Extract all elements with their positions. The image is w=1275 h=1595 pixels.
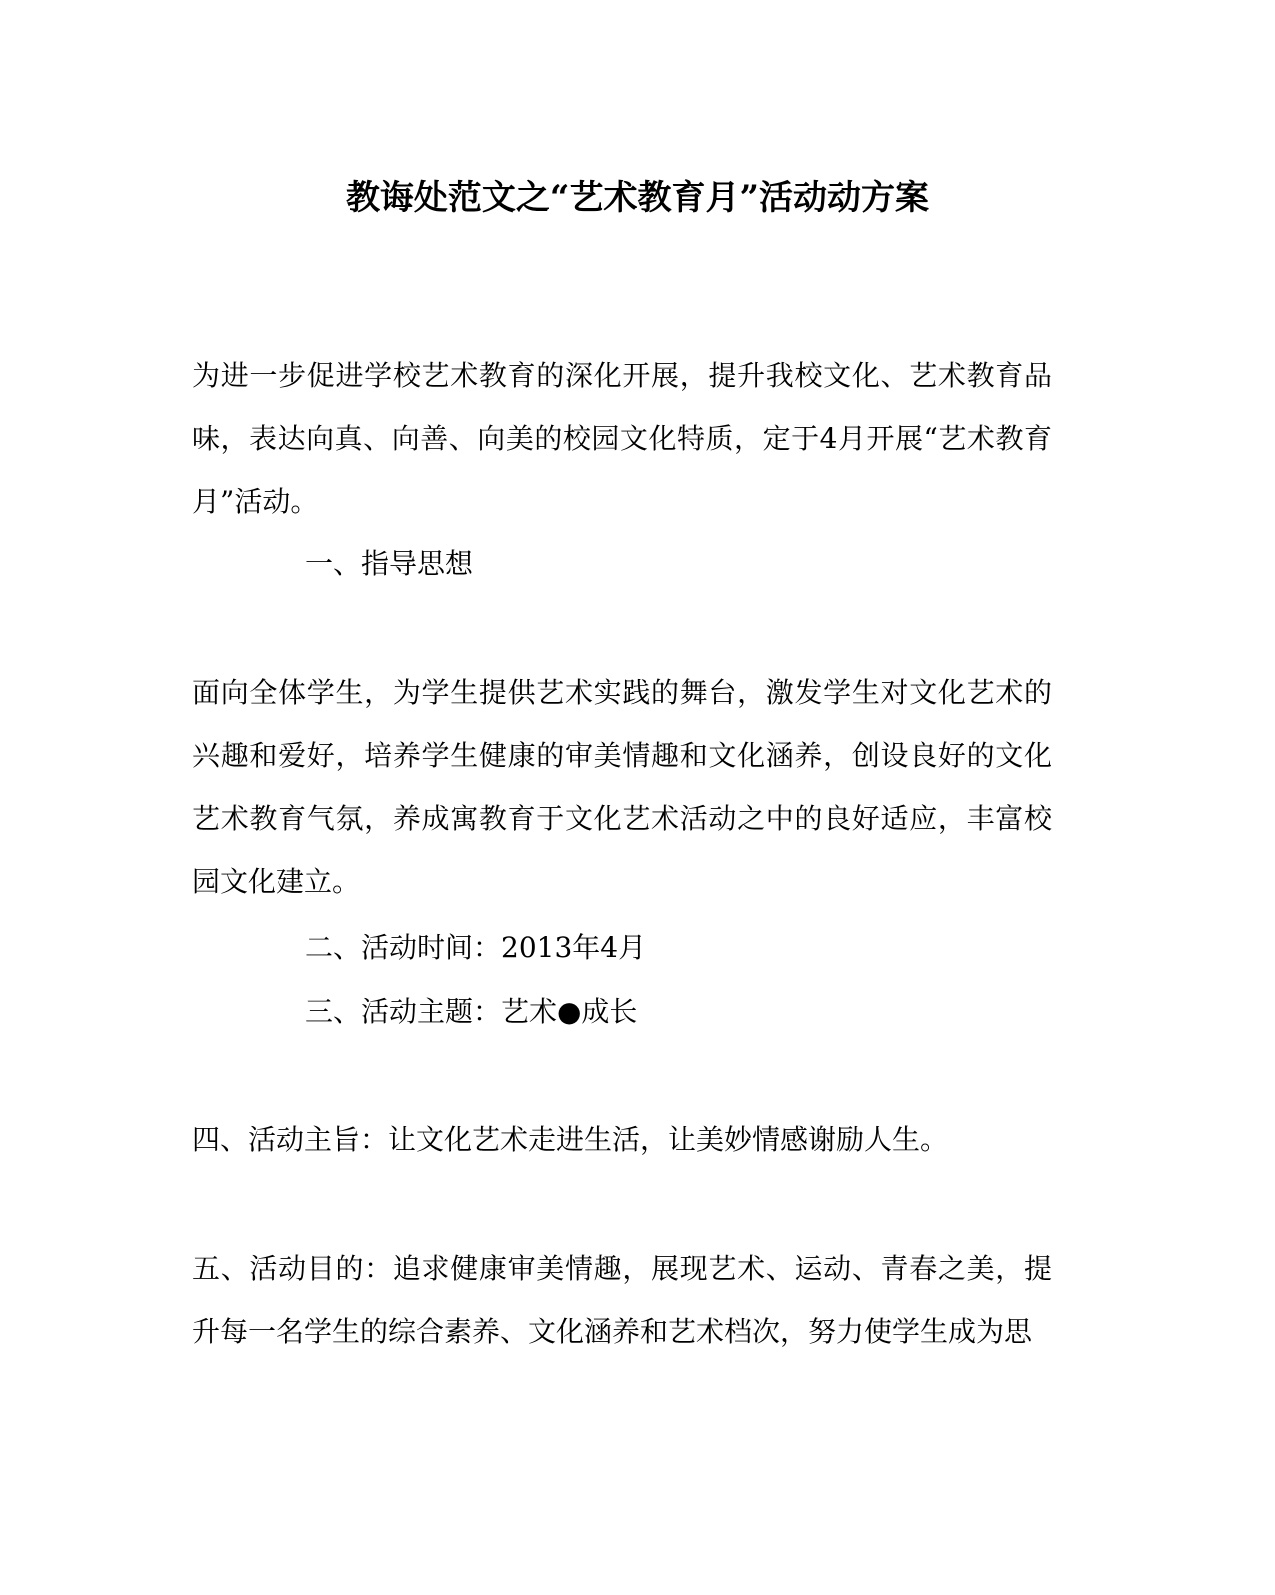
intro-paragraph: 为进一步促进学校艺术教育的深化开展，提升我校文化、艺术教育品味，表达向真、向善、向美的校园文化特质，定于4月开展“艺术教育月”活动。 <box>192 359 1052 518</box>
section-3-activity-theme: 三、活动主题：艺术●成长 <box>305 995 638 1028</box>
section-2-activity-time: 二、活动时间：2013年4月 <box>305 931 647 964</box>
section-1-heading: 一、指导思想 <box>305 547 474 580</box>
section-1-body: 面向全体学生，为学生提供艺术实践的舞台，激发学生对文化艺术的兴趣和爱好，培养学生健康的审美情趣和文化涵养，创设良好的文化艺术教育气氛，养成寓教育于文化艺术活动之中的良好适应，丰富校园文化建立。 <box>192 676 1052 898</box>
section-4-activity-purpose: 四、活动主旨：让文化艺术走进生活，让美妙情感谢励人生。 <box>192 1123 949 1156</box>
document-title: 教诲处范文之“艺术教育月”活动动方案 <box>345 178 930 218</box>
section-5-activity-goal: 五、活动目的：追求健康审美情趣，展现艺术、运动、青春之美，提升每一名学生的综合素养、文化涵养和艺术档次，努力使学生成为思 <box>192 1252 1052 1348</box>
